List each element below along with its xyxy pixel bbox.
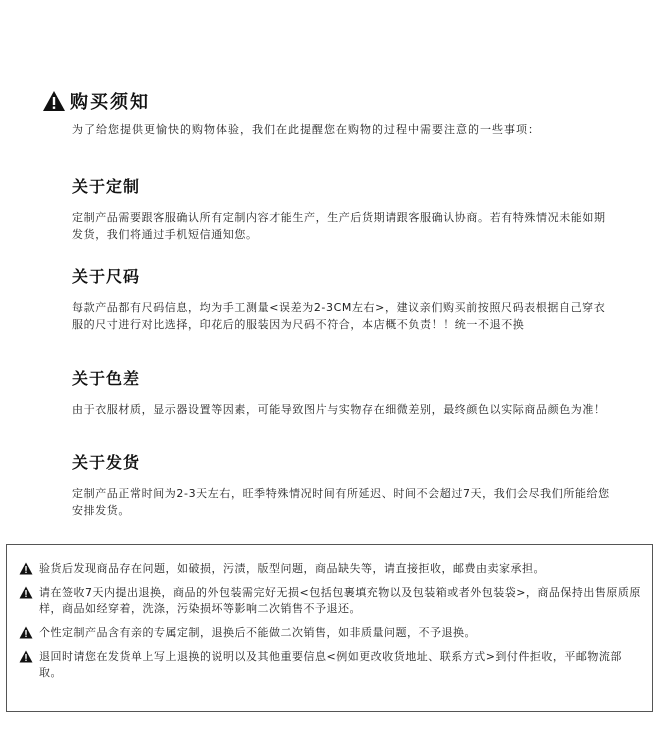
warning-icon <box>19 650 33 663</box>
section-heading: 关于定制 <box>72 177 141 196</box>
section-heading: 关于色差 <box>72 369 141 388</box>
section-custom <box>72 174 612 243</box>
page-header <box>42 88 150 114</box>
section-shipping <box>72 450 612 519</box>
notice-item <box>19 561 644 577</box>
section-body: 定制产品正常时间为2-3天左右，旺季特殊情况时间有所延迟、时间不会超过7天，我们会尽我们所能给您安排发货。 <box>72 487 610 517</box>
notice-item <box>19 649 644 681</box>
notice-text: 退回时请您在发货单上写上退换的说明以及其他重要信息<例如更改收货地址、联系方式>到付件拒收，平邮物流部取。 <box>39 650 622 679</box>
section-body: 定制产品需要跟客服确认所有定制内容才能生产，生产后货期请跟客服确认协商。若有特殊情况未能如期发货，我们将通过手机短信通知您。 <box>72 211 606 241</box>
warning-icon <box>19 626 33 639</box>
warning-icon <box>19 586 33 599</box>
intro-text: 为了给您提供更愉快的购物体验，我们在此提醒您在购物的过程中需要注意的一些事项： <box>72 123 540 136</box>
section-heading: 关于尺码 <box>72 267 141 286</box>
notice-box <box>6 544 653 712</box>
page-title: 购买须知 <box>70 92 150 113</box>
notice-text: 验货后发现商品存在问题，如破损，污渍，版型问题，商品缺失等，请直接拒收，邮费由卖家承担。 <box>39 562 545 575</box>
notice-text: 请在签收7天内提出退换，商品的外包装需完好无损<包括包裹填充物以及包装箱或者外包装袋>，商品保持出售原质原样，商品如经穿着，洗涤，污染损坏等影响二次销售不予退还。 <box>39 586 641 615</box>
section-heading: 关于发货 <box>72 453 141 472</box>
section-size <box>72 264 612 333</box>
section-color <box>72 366 612 418</box>
section-body: 每款产品都有尺码信息，均为手工测量<误差为2-3CM左右>，建议亲们购买前按照尺码表根据自己穿衣服的尺寸进行对比选择，印花后的服装因为尺码不符合，本店概不负责！！统一不退不换 <box>72 301 606 331</box>
notice-item <box>19 625 644 641</box>
warning-icon <box>19 562 33 575</box>
notice-text: 个性定制产品含有亲的专属定制，退换后不能做二次销售，如非质量问题，不予退换。 <box>39 626 476 639</box>
section-body: 由于衣服材质，显示器设置等因素，可能导致图片与实物存在细微差别，最终颜色以实际商品颜色为准！ <box>72 403 606 416</box>
warning-icon <box>42 90 66 112</box>
notice-item <box>19 585 644 617</box>
